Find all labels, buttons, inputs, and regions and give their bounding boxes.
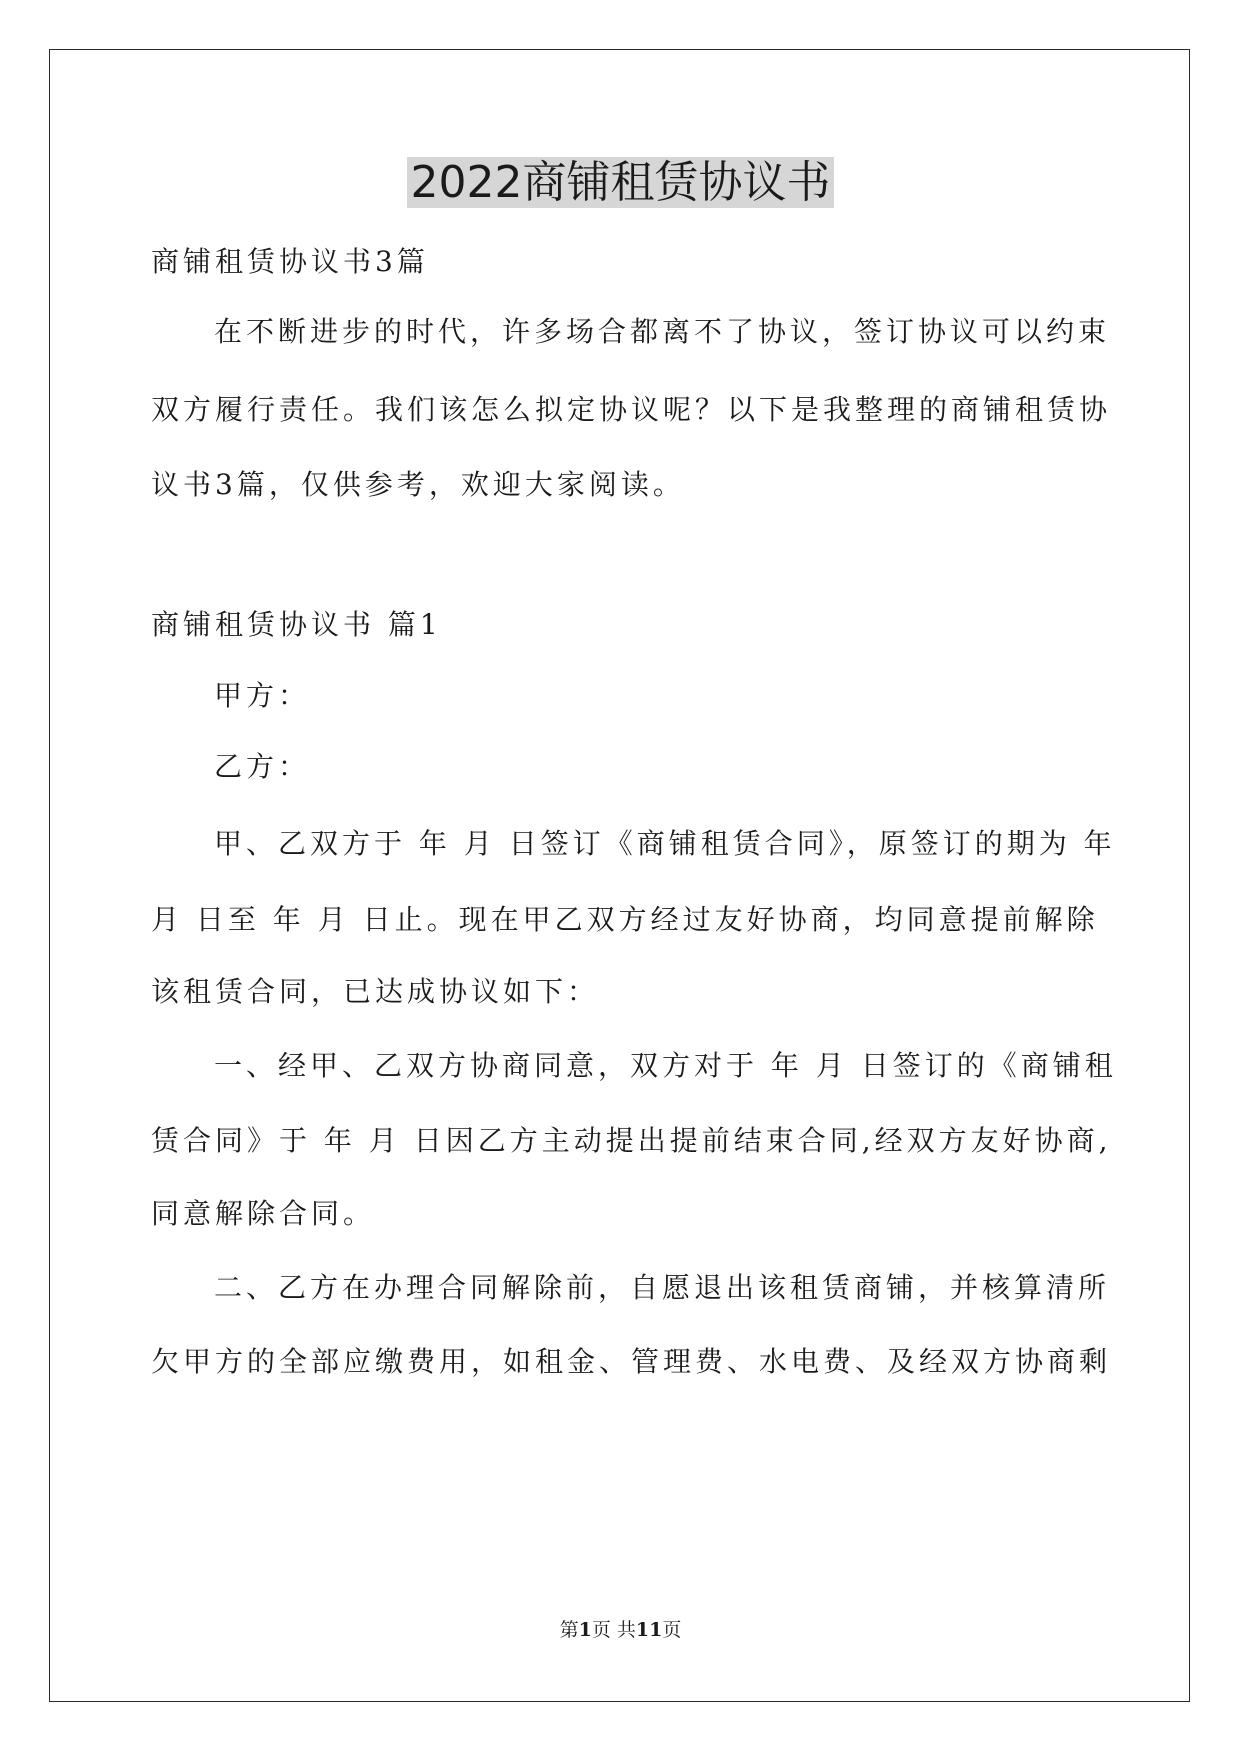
page-border (49, 49, 1190, 1702)
party-a-label: 甲方： (214, 679, 311, 712)
document-title-text: 2022商铺租赁协议书 (407, 157, 835, 208)
page-number-footer (0, 1617, 1241, 1643)
footer-mid: 页 共 (591, 1619, 636, 1641)
footer-total-pages: 11 (635, 1619, 663, 1641)
clause-line: 一、经甲、乙双方协商同意，双方对于 年 月 日签订的《商铺租 (214, 1049, 1117, 1082)
paragraph-line: 该租赁合同，已达成协议如下： (151, 975, 600, 1008)
document-title (0, 155, 1241, 211)
footer-prefix: 第 (559, 1619, 579, 1641)
paragraph-line: 月 日至 年 月 日止。现在甲乙双方经过友好协商，均同意提前解除 (151, 903, 1099, 936)
paragraph-line: 甲、乙双方于 年 月 日签订《商铺租赁合同》，原签订的期为 年 (214, 827, 1116, 860)
clause-line: 二、乙方在办理合同解除前，自愿退出该租赁商铺，并核算清所 (214, 1271, 1111, 1304)
section-heading: 商铺租赁协议书 篇1 (151, 608, 442, 641)
footer-suffix: 页 (662, 1619, 682, 1641)
footer-current-page: 1 (578, 1619, 592, 1641)
clause-line: 欠甲方的全部应缴费用，如租金、管理费、水电费、及经双方协商剩 (151, 1345, 1112, 1378)
clause-line: 同意解除合同。 (151, 1197, 376, 1230)
paragraph-line: 在不断进步的时代，许多场合都离不了协议，签订协议可以约束 (214, 315, 1111, 348)
paragraph-line: 双方履行责任。我们该怎么拟定协议呢？以下是我整理的商铺租赁协 (151, 393, 1112, 426)
subtitle-line: 商铺租赁协议书3篇 (151, 245, 429, 278)
clause-line: 赁合同》于 年 月 日因乙方主动提出提前结束合同,经双方友好协商, (151, 1124, 1112, 1157)
paragraph-line: 议书3篇，仅供参考，欢迎大家阅读。 (151, 468, 685, 501)
party-b-label: 乙方： (214, 750, 311, 783)
